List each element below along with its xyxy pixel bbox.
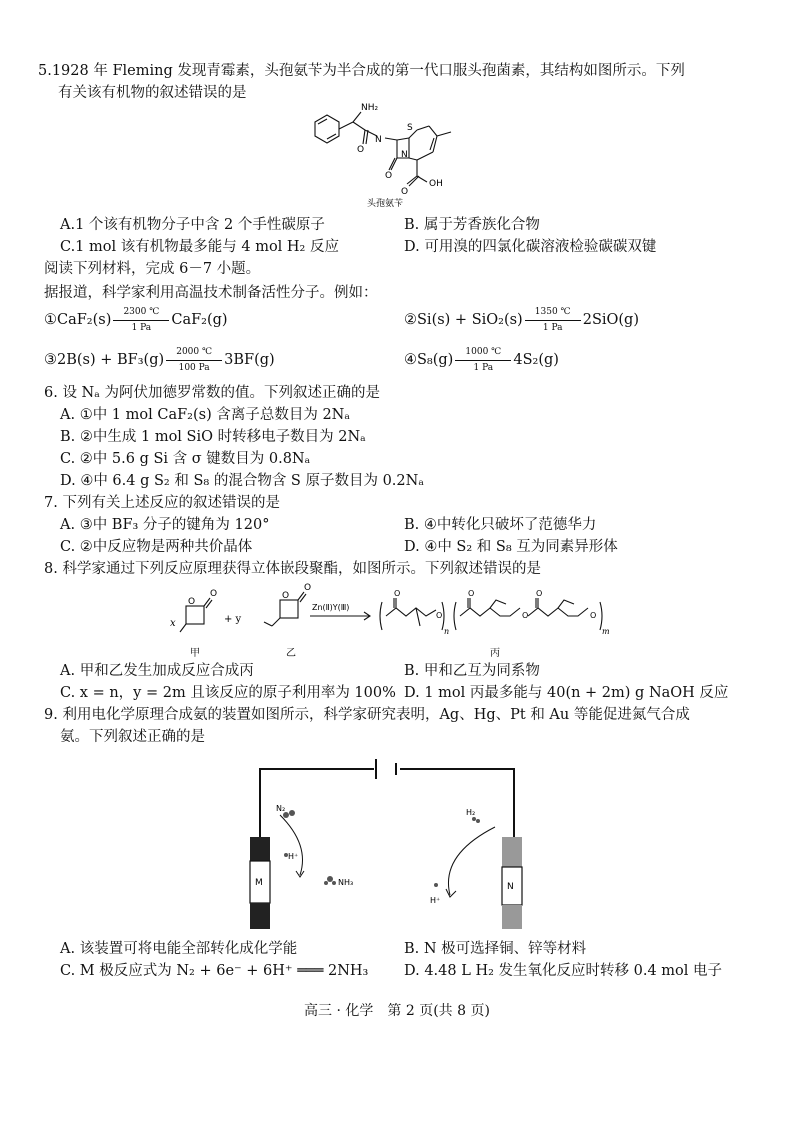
h2-label: H₂ <box>466 808 476 817</box>
q8-stem: 8. 科学家通过下列反应原理获得立体嵌段聚酯，如图所示。下列叙述错误的是 <box>44 561 541 577</box>
equation-4: ④S₈(g) $\frac{1000 ℃}{1 Pa}$ 4S₂(g) <box>404 347 559 373</box>
electrode-n-label: N <box>507 882 514 892</box>
q9-option-b: B. N 极可选择铜、锌等材料 <box>404 941 587 957</box>
q7-option-c: C. ②中反应物是两种共价晶体 <box>60 539 253 555</box>
nh2-label: NH₂ <box>361 103 379 113</box>
svg-text:N: N <box>401 150 408 160</box>
q7-option-a: A. ③中 BF₃ 分子的键角为 120° <box>60 517 270 533</box>
n-subscript: n <box>444 627 450 636</box>
q5-option-b: B. 属于芳香族化合物 <box>404 217 540 233</box>
q9-stem-line1: 9. 利用电化学原理合成氨的装置如图所示，科学家研究表明，Ag、Hg、Pt 和 Au 等能促进氮气合成 <box>44 707 690 723</box>
q9-option-d: D. 4.48 L H₂ 发生氧化反应时转移 0.4 mol 电子 <box>404 963 723 979</box>
q8-option-c: C. x = n，y = 2m 且该反应的原子利用率为 100% <box>60 685 396 701</box>
svg-text:O: O <box>436 611 443 620</box>
h-plus-right-label: H⁺ <box>430 896 441 905</box>
plus-y: + y <box>224 614 242 625</box>
equation-3: ③2B(s) + BF₃(g) $\frac{2000 ℃}{100 Pa}$ 3BF(g) <box>44 347 275 373</box>
svg-text:O: O <box>590 611 597 620</box>
n2-label: N₂ <box>276 804 286 813</box>
m-subscript: m <box>602 627 610 636</box>
label-yi: 乙 <box>286 648 296 659</box>
equation-2: ②Si(s) + SiO₂(s) $\frac{1350 ℃}{1 Pa}$ 2SiO(g) <box>404 307 639 333</box>
electrode-m-label: M <box>255 878 263 888</box>
q8-option-b: B. 甲和乙互为同系物 <box>404 663 540 679</box>
polyester-reaction-scheme <box>160 582 740 660</box>
nh3-label: NH₃ <box>338 878 354 887</box>
equation-1: ①CaF₂(s) $\frac{2300 ℃}{1 Pa}$ CaF₂(g) <box>44 307 228 333</box>
svg-text:O: O <box>401 187 409 197</box>
q6-option-b: B. ②中生成 1 mol SiO 时转移电子数目为 2Nₐ <box>60 429 366 445</box>
report-intro: 据报道，科学家利用高温技术制备活性分子。例如： <box>44 285 378 301</box>
q8-option-a: A. 甲和乙发生加成反应合成丙 <box>60 663 254 679</box>
q5-option-a: A.1 个该有机物分子中含 2 个手性碳原子 <box>60 217 325 233</box>
q9-option-a: A. 该装置可将电能全部转化成化学能 <box>60 941 298 957</box>
svg-text:O: O <box>522 611 529 620</box>
q5-option-c: C.1 mol 该有机物最多能与 4 mol H₂ 反应 <box>60 239 339 255</box>
svg-text:O: O <box>385 171 393 181</box>
q7-option-d: D. ④中 S₂ 和 S₈ 互为同素异形体 <box>404 539 618 555</box>
svg-text:O: O <box>468 589 475 598</box>
oh-label: OH <box>429 179 443 189</box>
q5-stem-line2: 有关该有机物的叙述错误的是 <box>58 85 247 101</box>
electrolysis-cell-diagram <box>240 755 540 935</box>
x-coefficient: x <box>170 618 176 629</box>
svg-text:O: O <box>304 583 312 593</box>
q5-stem-line1: 5.1928 年 Fleming 发现青霉素，头孢氨苄为半合成的第一代口服头孢菌素，其结构如图所示。下列 <box>38 63 685 79</box>
svg-text:S: S <box>407 123 413 133</box>
svg-text:O: O <box>210 589 218 599</box>
q7-stem: 7. 下列有关上述反应的叙述错误的是 <box>44 495 280 511</box>
reading-instruction: 阅读下列材料，完成 6－7 小题。 <box>44 261 261 277</box>
svg-text:O: O <box>188 597 196 607</box>
q8-option-d: D. 1 mol 丙最多能与 40(n + 2m) g NaOH 反应 <box>404 685 729 701</box>
page-footer: 高三 · 化学 第 2 页(共 8 页) <box>304 1003 490 1019</box>
svg-text:O: O <box>394 589 401 598</box>
q6-option-c: C. ②中 5.6 g Si 含 σ 键数目为 0.8Nₐ <box>60 451 311 467</box>
h-plus-left-label: H⁺ <box>288 852 299 861</box>
label-jia: 甲 <box>190 648 200 659</box>
q7-option-b: B. ④中转化只破坏了范德华力 <box>404 517 597 533</box>
q6-option-a: A. ①中 1 mol CaF₂(s) 含离子总数目为 2Nₐ <box>60 407 350 423</box>
svg-text:O: O <box>536 589 543 598</box>
structure-caption: 头孢氨苄 <box>367 199 404 209</box>
cephalexin-structure <box>305 100 485 212</box>
q6-stem: 6. 设 Nₐ 为阿伏加德罗常数的值。下列叙述正确的是 <box>44 385 380 401</box>
catalyst-label: Zn(Ⅱ)Y(Ⅲ) <box>312 603 350 612</box>
q5-option-d: D. 可用溴的四氯化碳溶液检验碳碳双键 <box>404 239 657 255</box>
q9-option-c: C. M 极反应式为 N₂ + 6e⁻ + 6H⁺ ═══ 2NH₃ <box>60 963 369 979</box>
label-bing: 丙 <box>490 648 500 659</box>
svg-text:N: N <box>375 135 382 145</box>
svg-text:O: O <box>282 591 290 601</box>
svg-text:O: O <box>357 145 365 155</box>
q6-option-d: D. ④中 6.4 g S₂ 和 S₈ 的混合物含 S 原子数目为 0.2Nₐ <box>60 473 424 489</box>
q9-stem-line2: 氨。下列叙述正确的是 <box>60 729 205 745</box>
